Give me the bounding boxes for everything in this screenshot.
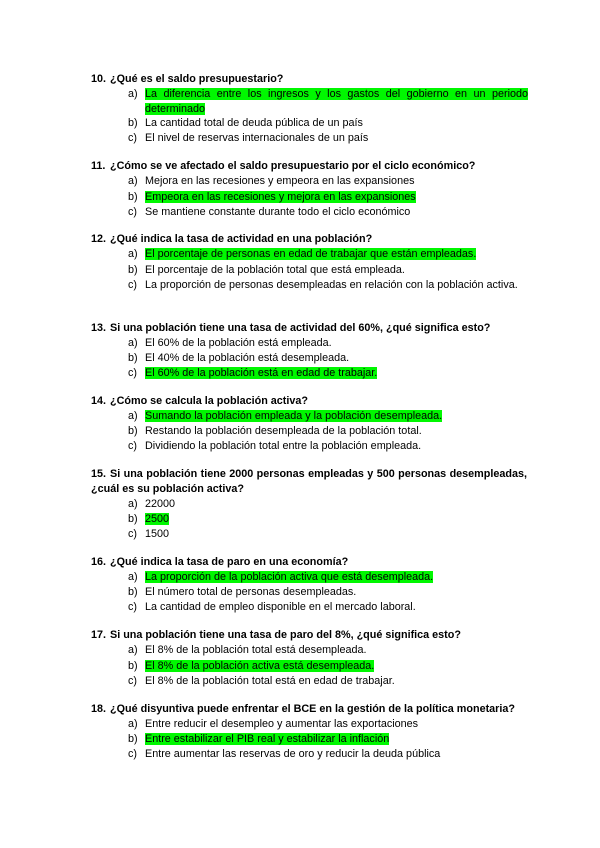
option-text-highlighted: El porcentaje de personas en edad de trabajar que están empleadas. [145,248,477,260]
option-text-highlighted: El 8% de la población activa está desempleada. [145,660,375,672]
question-text: ¿Cómo se calcula la población activa? [110,395,309,407]
option-text-container [145,747,528,762]
option-text: Entre reducir el desempleo y aumentar las exportaciones [145,718,419,730]
option-text-container [145,247,528,262]
question-text: ¿Cómo se ve afectado el saldo presupuestario por el ciclo económico? [110,160,476,172]
option-text: 1500 [145,528,170,540]
option-letter: c) [128,132,137,144]
question-text: ¿Qué indica la tasa de paro en una economía? [110,556,349,568]
question-text: ¿Qué indica la tasa de actividad en una población? [110,233,373,245]
option-text-container [145,263,528,278]
option-text-container [145,439,528,454]
option-letter: a) [128,498,138,510]
option-letter: b) [128,191,138,203]
option-text-container [145,674,528,689]
option-text-container [145,585,528,600]
option-letter: b) [128,733,138,745]
option-text-container [145,366,528,381]
option-text-highlighted: 2500 [145,513,170,525]
option-text: La proporción de personas desempleadas en relación con la población activa. [145,279,518,291]
option-text-highlighted: La proporción de la población activa que está desempleada. [145,571,434,583]
option-letter: c) [128,440,137,452]
option-text-container [145,732,528,747]
option-text-highlighted: Entre estabilizar el PIB real y estabilizar la inflación [145,733,390,745]
question-number: 17. [91,629,107,641]
option-text-container [145,643,528,658]
option-letter: b) [128,513,138,525]
option-text-container [145,600,528,615]
option-letter: a) [128,88,138,100]
option-text-container [145,336,528,351]
option-text: El número total de personas desempleadas. [145,586,357,598]
question-number: 18. [91,703,107,715]
question-number: 15. [91,468,107,480]
question-number: 14. [91,395,107,407]
option-letter: a) [128,644,138,656]
option-text: La cantidad total de deuda pública de un país [145,117,363,129]
option-text-container [145,512,528,527]
option-text-highlighted: La diferencia entre los ingresos y los gastos del gobierno en un periodo determinado [145,88,528,115]
question-title [91,702,527,717]
option-letter: a) [128,718,138,730]
question-title [91,555,527,570]
question-title [91,321,527,336]
option-text: Entre aumentar las reservas de oro y reducir la deuda pública [145,748,441,760]
option-letter: b) [128,264,138,276]
question-number: 16. [91,556,107,568]
option-text-container [145,497,528,512]
option-text: Restando la población desempleada de la población total. [145,425,422,437]
option-text: El 40% de la población está desempleada. [145,352,350,364]
option-letter: c) [128,206,137,218]
option-text-container [145,351,528,366]
option-text-container [145,87,528,117]
question-title [91,628,527,643]
option-letter: c) [128,279,137,291]
option-text-container [145,570,528,585]
question-number: 10. [91,73,107,85]
option-text-container [145,424,528,439]
question-number: 12. [91,233,107,245]
option-letter: a) [128,571,138,583]
option-letter: c) [128,367,137,379]
option-text: La cantidad de empleo disponible en el mercado laboral. [145,601,416,613]
option-letter: a) [128,175,138,187]
option-letter: b) [128,425,138,437]
option-text-container [145,131,528,146]
option-text: Mejora en las recesiones y empeora en las expansiones [145,175,415,187]
option-text-container [145,527,528,542]
option-text-highlighted: El 60% de la población está en edad de trabajar. [145,367,378,379]
option-letter: b) [128,660,138,672]
option-text: El 60% de la población está empleada. [145,337,332,349]
question-title [91,394,527,409]
option-text-container [145,190,528,205]
option-text-container [145,278,528,293]
question-title [91,159,527,174]
option-letter: c) [128,675,137,687]
question-text: Si una población tiene una tasa de paro del 8%, ¿qué significa esto? [110,629,461,641]
option-text-container [145,659,528,674]
option-text-highlighted: Empeora en las recesiones y mejora en las expansiones [145,191,416,203]
option-letter: b) [128,117,138,129]
option-letter: c) [128,528,137,540]
question-title [91,467,527,497]
question-text: Si una población tiene una tasa de actividad del 60%, ¿qué significa esto? [110,322,491,334]
option-letter: c) [128,748,137,760]
option-text-highlighted: Sumando la población empleada y la población desempleada. [145,410,443,422]
option-letter: a) [128,337,138,349]
question-text: Si una población tiene 2000 personas empleadas y 500 personas desempleadas, ¿cuál es su población activa? [91,468,527,495]
option-letter: b) [128,586,138,598]
option-text: El 8% de la población total está desempleada. [145,644,367,656]
question-title [91,232,527,247]
option-letter: a) [128,248,138,260]
option-letter: c) [128,601,137,613]
question-number: 13. [91,322,107,334]
option-text: El porcentaje de la población total que está empleada. [145,264,405,276]
option-text-container [145,116,528,131]
option-text-container [145,409,528,424]
question-text: ¿Qué es el saldo presupuestario? [110,73,284,85]
question-title [91,72,527,87]
option-text: El 8% de la población total está en edad de trabajar. [145,675,395,687]
option-letter: b) [128,352,138,364]
option-text-container [145,205,528,220]
question-number: 11. [91,160,106,172]
option-text: 22000 [145,498,176,510]
option-text: El nivel de reservas internacionales de un país [145,132,369,144]
option-text-container [145,717,528,732]
option-text: Dividiendo la población total entre la población empleada. [145,440,422,452]
option-text-container [145,174,528,189]
question-text: ¿Qué disyuntiva puede enfrentar el BCE en la gestión de la política monetaria? [110,703,515,715]
option-letter: a) [128,410,138,422]
option-text: Se mantiene constante durante todo el ciclo económico [145,206,411,218]
